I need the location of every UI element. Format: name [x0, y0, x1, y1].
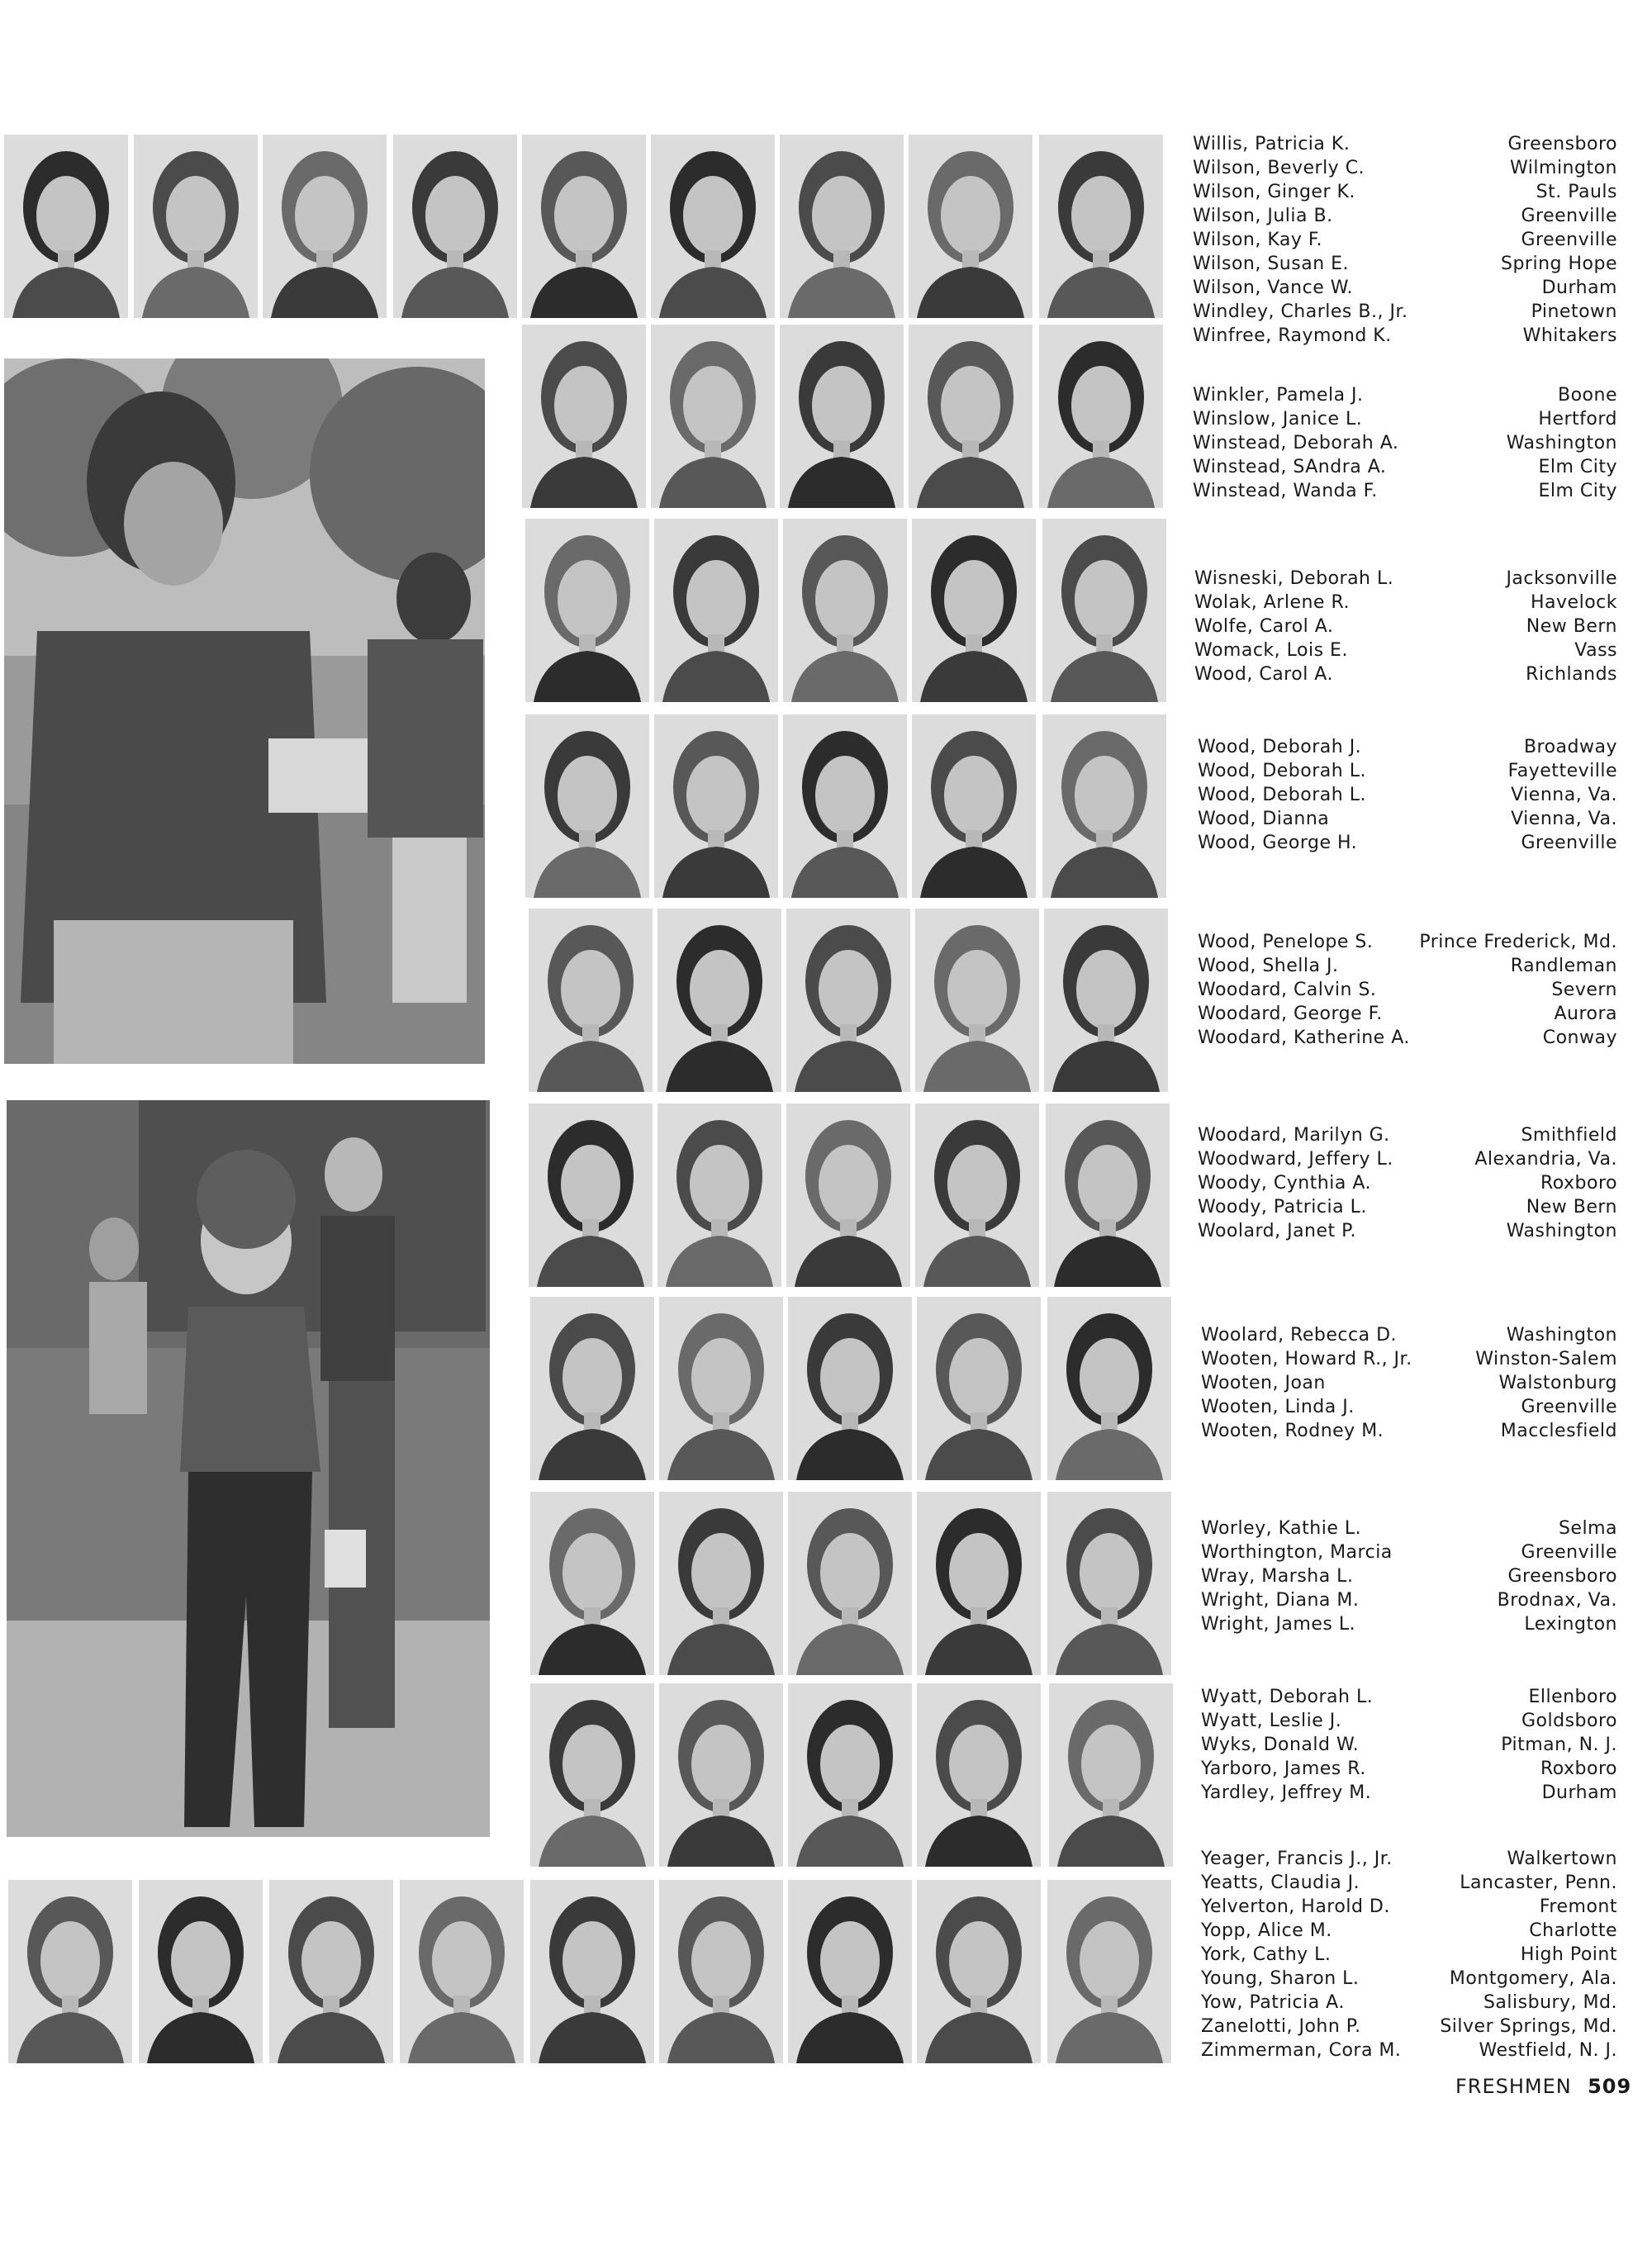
- student-hometown: Fayetteville: [1507, 761, 1617, 781]
- student-name: Wilson, Ginger K.: [1193, 182, 1355, 202]
- student-name: Wright, James L.: [1201, 1614, 1356, 1635]
- student-portrait: [909, 325, 1032, 508]
- student-portrait: [780, 135, 904, 318]
- name-row: [1201, 1564, 1617, 1588]
- student-hometown: Randleman: [1510, 956, 1617, 976]
- student-hometown: Walkertown: [1507, 1849, 1617, 1869]
- student-portrait: [651, 135, 775, 318]
- name-group: [1201, 1323, 1617, 1443]
- student-hometown: Whitakers: [1522, 325, 1617, 346]
- student-hometown: Lancaster, Penn.: [1460, 1872, 1617, 1893]
- name-row: [1201, 1371, 1617, 1395]
- student-name: Woody, Cynthia A.: [1198, 1173, 1371, 1194]
- student-portrait: [788, 1297, 912, 1480]
- student-portrait: [657, 1104, 781, 1287]
- student-name: Winstead, Deborah A.: [1193, 433, 1399, 453]
- student-hometown: Lexington: [1524, 1614, 1617, 1635]
- student-portrait: [1042, 714, 1166, 898]
- name-row: [1193, 407, 1617, 431]
- student-name: Wilson, Vance W.: [1193, 278, 1353, 298]
- name-row: [1194, 591, 1617, 615]
- student-hometown: Brodnax, Va.: [1497, 1590, 1617, 1611]
- name-row: [1201, 1919, 1617, 1943]
- name-row: [1201, 1516, 1617, 1540]
- name-row: [1201, 1895, 1617, 1919]
- student-portrait: [530, 1880, 654, 2063]
- name-row: [1201, 1685, 1617, 1709]
- name-row: [1198, 783, 1617, 807]
- student-hometown: Pitman, N. J.: [1501, 1735, 1617, 1755]
- student-name: Yeager, Francis J., Jr.: [1201, 1849, 1393, 1869]
- student-name: Zimmerman, Cora M.: [1201, 2040, 1402, 2061]
- student-portrait: [659, 1683, 783, 1867]
- student-hometown: Elm City: [1538, 457, 1617, 477]
- student-hometown: Washington: [1506, 1325, 1617, 1346]
- student-name: Winslow, Janice L.: [1193, 409, 1363, 430]
- name-row: [1198, 735, 1617, 759]
- student-portrait: [139, 1880, 263, 2063]
- student-hometown: Vienna, Va.: [1511, 809, 1617, 829]
- name-row: [1193, 383, 1617, 407]
- student-name: Wolak, Arlene R.: [1194, 592, 1350, 613]
- student-portrait: [1046, 1104, 1170, 1287]
- student-name: Worthington, Marcia: [1201, 1542, 1393, 1563]
- student-portrait: [917, 1880, 1041, 2063]
- name-row: [1198, 1123, 1617, 1147]
- name-row: [1201, 1847, 1617, 1871]
- student-hometown: Washington: [1506, 433, 1617, 453]
- student-name: Wood, Dianna: [1198, 809, 1330, 829]
- student-hometown: Walstonburg: [1498, 1373, 1617, 1393]
- name-group: [1194, 567, 1617, 686]
- student-portrait: [530, 1297, 654, 1480]
- student-portrait: [657, 909, 781, 1092]
- student-portrait: [522, 135, 646, 318]
- name-row: [1198, 1171, 1617, 1195]
- student-name: Wood, Deborah J.: [1198, 737, 1362, 757]
- name-row: [1198, 1195, 1617, 1219]
- name-row: [1201, 1395, 1617, 1419]
- student-portrait: [917, 1297, 1041, 1480]
- student-hometown: Ellenboro: [1528, 1687, 1617, 1707]
- student-hometown: Havelock: [1531, 592, 1617, 613]
- student-name: Yeatts, Claudia J.: [1201, 1872, 1360, 1893]
- student-name: Wooten, Rodney M.: [1201, 1421, 1384, 1441]
- student-portrait: [525, 519, 649, 702]
- student-hometown: St. Pauls: [1536, 182, 1617, 202]
- student-portrait: [654, 714, 778, 898]
- student-hometown: Broadway: [1523, 737, 1617, 757]
- student-portrait: [1047, 1880, 1171, 2063]
- student-hometown: Elm City: [1538, 481, 1617, 501]
- student-portrait: [917, 1492, 1041, 1675]
- student-name: Yopp, Alice M.: [1201, 1920, 1332, 1941]
- name-group: [1193, 383, 1617, 503]
- name-row: [1201, 1781, 1617, 1805]
- student-hometown: Pinetown: [1531, 301, 1617, 322]
- student-hometown: Montgomery, Ala.: [1449, 1968, 1617, 1989]
- name-row: [1201, 2039, 1617, 2062]
- student-name: Wooten, Joan: [1201, 1373, 1326, 1393]
- student-portrait: [788, 1880, 912, 2063]
- name-row: [1193, 455, 1617, 479]
- student-hometown: Aurora: [1554, 1004, 1617, 1024]
- candid-photo-student-reading: [4, 358, 485, 1064]
- student-name: Wood, Penelope S.: [1198, 932, 1374, 952]
- student-hometown: New Bern: [1526, 1197, 1617, 1217]
- name-group: [1198, 1123, 1617, 1243]
- student-portrait: [915, 1104, 1039, 1287]
- name-row: [1198, 1002, 1617, 1026]
- student-portrait: [1044, 909, 1168, 1092]
- name-row: [1193, 228, 1617, 252]
- name-row: [1193, 204, 1617, 228]
- student-hometown: Spring Hope: [1501, 254, 1617, 274]
- page-number: 509: [1588, 2075, 1632, 2098]
- student-name: Worley, Kathie L.: [1201, 1518, 1362, 1539]
- student-hometown: Greenville: [1521, 1542, 1617, 1563]
- student-portrait: [1039, 135, 1163, 318]
- student-name: Wood, Carol A.: [1194, 664, 1333, 685]
- name-row: [1201, 1733, 1617, 1757]
- student-name: Yarboro, James R.: [1201, 1759, 1366, 1779]
- student-hometown: Hertford: [1538, 409, 1617, 430]
- student-name: Woodward, Jeffery L.: [1198, 1149, 1393, 1170]
- student-hometown: Washington: [1506, 1221, 1617, 1241]
- student-hometown: Richlands: [1526, 664, 1617, 685]
- student-hometown: Alexandria, Va.: [1474, 1149, 1617, 1170]
- student-name: Yow, Patricia A.: [1201, 1992, 1345, 2013]
- student-name: Wood, Shella J.: [1198, 956, 1339, 976]
- student-name: Woodard, George F.: [1198, 1004, 1383, 1024]
- student-hometown: New Bern: [1526, 616, 1617, 637]
- student-portrait: [783, 714, 907, 898]
- student-hometown: Prince Frederick, Md.: [1419, 932, 1617, 952]
- name-row: [1201, 1757, 1617, 1781]
- student-hometown: Greensboro: [1507, 1566, 1617, 1587]
- student-hometown: Wilmington: [1510, 158, 1617, 178]
- student-portrait: [1047, 1297, 1171, 1480]
- name-row: [1201, 2015, 1617, 2039]
- name-row: [1198, 1219, 1617, 1243]
- student-portrait: [783, 519, 907, 702]
- student-portrait: [134, 135, 258, 318]
- name-row: [1193, 252, 1617, 276]
- student-portrait: [4, 135, 128, 318]
- student-portrait: [659, 1880, 783, 2063]
- student-name: Wyks, Donald W.: [1201, 1735, 1360, 1755]
- student-hometown: Greenville: [1521, 1397, 1617, 1417]
- student-hometown: Fremont: [1539, 1896, 1617, 1917]
- student-portrait: [912, 519, 1036, 702]
- student-portrait: [1047, 1492, 1171, 1675]
- student-hometown: Salisbury, Md.: [1483, 1992, 1617, 2013]
- student-name: Wyatt, Leslie J.: [1201, 1711, 1342, 1731]
- student-name: Wilson, Julia B.: [1193, 206, 1333, 226]
- name-row: [1193, 132, 1617, 156]
- student-name: Wolfe, Carol A.: [1194, 616, 1334, 637]
- student-name: York, Cathy L.: [1201, 1944, 1332, 1965]
- student-portrait: [917, 1683, 1041, 1867]
- student-hometown: Charlotte: [1529, 1920, 1617, 1941]
- student-hometown: Durham: [1541, 278, 1617, 298]
- name-group: [1201, 1685, 1617, 1805]
- student-name: Windley, Charles B., Jr.: [1193, 301, 1408, 322]
- student-portrait: [654, 519, 778, 702]
- student-hometown: Conway: [1542, 1028, 1617, 1048]
- student-portrait: [530, 1683, 654, 1867]
- student-name: Wilson, Beverly C.: [1193, 158, 1365, 178]
- student-portrait: [1039, 325, 1163, 508]
- name-row: [1198, 1026, 1617, 1050]
- student-portrait: [530, 1492, 654, 1675]
- student-portrait: [788, 1683, 912, 1867]
- student-name: Young, Sharon L.: [1201, 1968, 1360, 1989]
- student-portrait: [522, 325, 646, 508]
- student-portrait: [529, 909, 653, 1092]
- student-hometown: Greensboro: [1507, 134, 1617, 154]
- student-name: Wilson, Susan E.: [1193, 254, 1350, 274]
- student-hometown: Greenville: [1521, 206, 1617, 226]
- student-name: Wright, Diana M.: [1201, 1590, 1360, 1611]
- name-row: [1194, 615, 1617, 638]
- student-portrait: [1042, 519, 1166, 702]
- student-hometown: Silver Springs, Md.: [1440, 2016, 1617, 2037]
- name-row: [1201, 1588, 1617, 1612]
- name-row: [1194, 662, 1617, 686]
- student-hometown: Vienna, Va.: [1511, 785, 1617, 805]
- student-portrait: [651, 325, 775, 508]
- student-name: Wood, George H.: [1198, 833, 1358, 853]
- student-hometown: Severn: [1551, 980, 1617, 1000]
- student-hometown: Smithfield: [1521, 1125, 1617, 1146]
- student-hometown: Boone: [1558, 385, 1617, 406]
- student-name: Woolard, Janet P.: [1198, 1221, 1356, 1241]
- student-hometown: High Point: [1520, 1944, 1617, 1965]
- student-name: Wood, Deborah L.: [1198, 761, 1366, 781]
- student-portrait: [915, 909, 1039, 1092]
- student-name: Woolard, Rebecca D.: [1201, 1325, 1398, 1346]
- student-portrait: [1049, 1683, 1173, 1867]
- name-row: [1193, 156, 1617, 180]
- name-row: [1194, 638, 1617, 662]
- name-row: [1193, 479, 1617, 503]
- student-portrait: [909, 135, 1032, 318]
- name-row: [1201, 1612, 1617, 1636]
- student-portrait: [529, 1104, 653, 1287]
- name-row: [1201, 1967, 1617, 1991]
- student-portrait: [393, 135, 517, 318]
- student-portrait: [400, 1880, 524, 2063]
- student-portrait: [788, 1492, 912, 1675]
- student-name: Winstead, SAndra A.: [1193, 457, 1387, 477]
- name-row: [1198, 759, 1617, 783]
- name-row: [1198, 954, 1617, 978]
- name-row: [1201, 1871, 1617, 1895]
- student-portrait: [659, 1492, 783, 1675]
- student-name: Wyatt, Deborah L.: [1201, 1687, 1374, 1707]
- name-row: [1194, 567, 1617, 591]
- name-row: [1201, 1943, 1617, 1967]
- student-hometown: Westfield, N. J.: [1479, 2040, 1617, 2061]
- name-row: [1201, 1347, 1617, 1371]
- student-name: Wooten, Howard R., Jr.: [1201, 1349, 1412, 1369]
- name-row: [1193, 431, 1617, 455]
- student-portrait: [780, 325, 904, 508]
- student-name: Womack, Lois E.: [1194, 640, 1348, 661]
- student-hometown: Roxboro: [1540, 1173, 1617, 1194]
- student-hometown: Goldsboro: [1521, 1711, 1617, 1731]
- name-row: [1201, 1709, 1617, 1733]
- student-hometown: Greenville: [1521, 833, 1617, 853]
- student-hometown: Roxboro: [1540, 1759, 1617, 1779]
- student-hometown: Selma: [1558, 1518, 1617, 1539]
- student-hometown: Vass: [1574, 640, 1617, 661]
- student-hometown: Greenville: [1521, 230, 1617, 250]
- student-name: Winkler, Pamela J.: [1193, 385, 1364, 406]
- student-name: Winstead, Wanda F.: [1193, 481, 1378, 501]
- name-row: [1201, 1419, 1617, 1443]
- student-hometown: Winston-Salem: [1475, 1349, 1617, 1369]
- student-portrait: [263, 135, 387, 318]
- student-name: Winfree, Raymond K.: [1193, 325, 1392, 346]
- name-row: [1198, 807, 1617, 831]
- student-name: Wood, Deborah L.: [1198, 785, 1366, 805]
- name-group: [1198, 930, 1617, 1050]
- name-group: [1198, 735, 1617, 855]
- name-row: [1198, 1147, 1617, 1171]
- student-hometown: Durham: [1541, 1782, 1617, 1803]
- student-name: Woodard, Calvin S.: [1198, 980, 1377, 1000]
- candid-photo-students-walking: [7, 1100, 490, 1837]
- student-name: Willis, Patricia K.: [1193, 134, 1351, 154]
- student-name: Woodard, Marilyn G.: [1198, 1125, 1390, 1146]
- student-name: Yardley, Jeffrey M.: [1201, 1782, 1372, 1803]
- student-name: Yelverton, Harold D.: [1201, 1896, 1390, 1917]
- student-portrait: [912, 714, 1036, 898]
- student-name: Woodard, Katherine A.: [1198, 1028, 1410, 1048]
- name-row: [1198, 930, 1617, 954]
- name-row: [1201, 1991, 1617, 2015]
- student-name: Wisneski, Deborah L.: [1194, 568, 1394, 589]
- page-footer: [1455, 2075, 1631, 2098]
- student-portrait: [786, 1104, 910, 1287]
- student-portrait: [269, 1880, 393, 2063]
- name-row: [1198, 978, 1617, 1002]
- student-portrait: [525, 714, 649, 898]
- name-row: [1193, 300, 1617, 324]
- name-group: [1201, 1516, 1617, 1636]
- student-name: Wooten, Linda J.: [1201, 1397, 1355, 1417]
- name-group: [1193, 132, 1617, 348]
- section-label: FRESHMEN: [1455, 2075, 1572, 2098]
- name-row: [1201, 1540, 1617, 1564]
- student-portrait: [8, 1880, 132, 2063]
- name-row: [1193, 276, 1617, 300]
- student-name: Wilson, Kay F.: [1193, 230, 1322, 250]
- student-name: Woody, Patricia L.: [1198, 1197, 1367, 1217]
- student-portrait: [786, 909, 910, 1092]
- name-row: [1193, 180, 1617, 204]
- name-row: [1193, 324, 1617, 348]
- student-portrait: [659, 1297, 783, 1480]
- name-row: [1201, 1323, 1617, 1347]
- student-hometown: Jacksonville: [1506, 568, 1617, 589]
- name-row: [1198, 831, 1617, 855]
- student-name: Wray, Marsha L.: [1201, 1566, 1354, 1587]
- name-group: [1201, 1847, 1617, 2062]
- student-hometown: Macclesfield: [1500, 1421, 1617, 1441]
- student-name: Zanelotti, John P.: [1201, 2016, 1361, 2037]
